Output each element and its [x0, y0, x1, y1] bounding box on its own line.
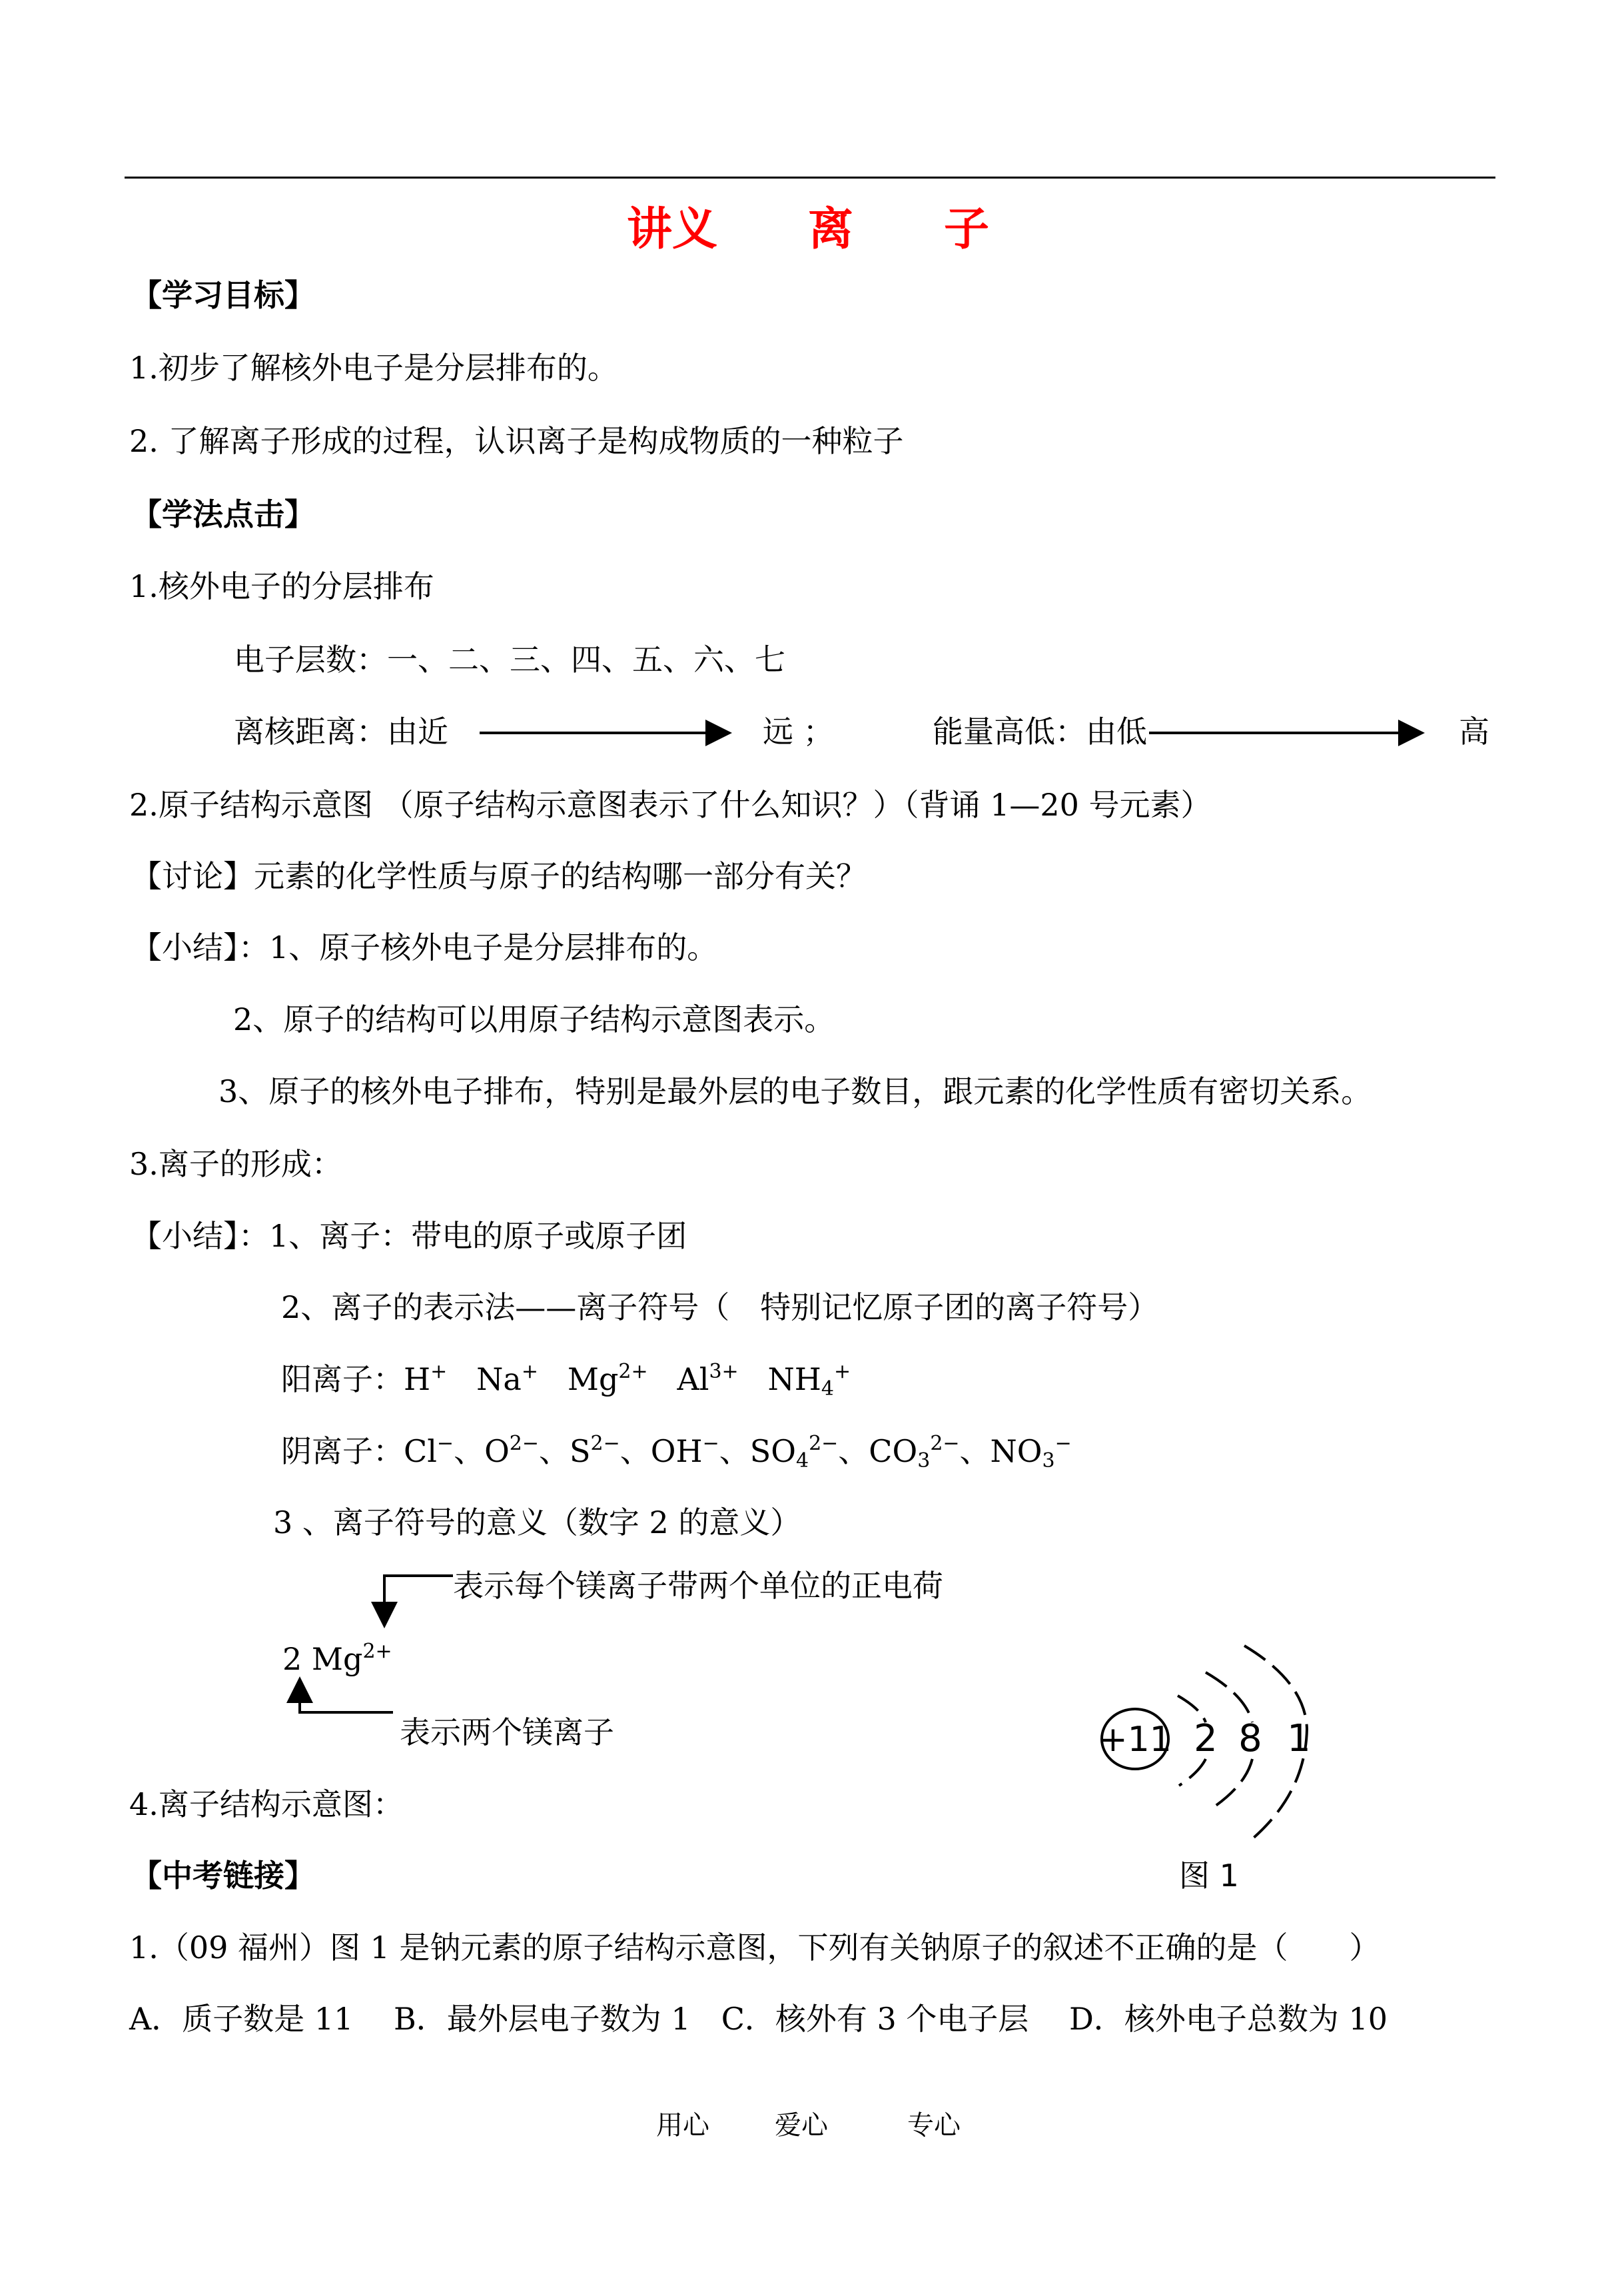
ion-meaning: 3 、离子符号的意义（数字 2 的意义）: [273, 1504, 801, 1540]
figure-caption: 图 1: [1179, 1858, 1239, 1894]
objective-2: 2. 了解离子形成的过程，认识离子是构成物质的一种粒子: [129, 423, 904, 459]
ion-mg: $Mg^{2+}$: [567, 1360, 648, 1397]
ion-o: $O^{2-}$: [484, 1432, 540, 1469]
sodium-atom-diagram: [1098, 1646, 1311, 1839]
ion-so4: $SO_4^{2-}$: [749, 1432, 839, 1472]
point-2: 2.原子结构示意图 （原子结构示意图表示了什么知识？）（背诵 1—20 号元素）: [129, 787, 1212, 823]
ion-al: $Al^{3+}$: [677, 1360, 739, 1397]
discussion: 【讨论】元素的化学性质与原子的结构哪一部分有关？: [131, 858, 867, 894]
question-1: 1.（09 福州）图 1 是钠元素的原子结构示意图，下列有关钠原子的叙述不正确的是（ ）: [129, 1930, 1380, 1966]
annotation-bottom-arrow: [300, 1679, 393, 1712]
question-1-options: A．质子数是 11 B．最外层电子数为 1 C．核外有 3 个电子层 D．核外电子总数为 10: [129, 2001, 1388, 2037]
page-title: 讲义 离 子: [626, 203, 989, 256]
electron-layers: 电子层数：一、二、三、四、五、六、七: [234, 642, 785, 678]
footer-item-2: 爱心: [775, 2110, 828, 2141]
ion-nh4: $NH_4^+$: [767, 1360, 851, 1401]
ion-cl: Cl−: [404, 1432, 454, 1469]
footer-item-1: 用心: [656, 2110, 709, 2141]
summary-2-item-1: 【小结】：1、离子：带电的原子或原子团: [131, 1218, 687, 1254]
anions-line: 阴离子：Cl−、$O^{2-}$、$S^{2-}$、OH−、$SO_4^{2-}$、$CO_3^{2-}$、$NO_3^-$: [281, 1432, 1072, 1472]
ion-na: Na+: [476, 1360, 538, 1397]
ion-s: $S^{2-}$: [570, 1432, 620, 1469]
point-3: 3.离子的形成：: [129, 1146, 342, 1182]
summary-1-item-1: 【小结】：1、原子核外电子是分层排布的。: [131, 929, 718, 965]
annotation-bottom: 表示两个镁离子: [400, 1714, 614, 1750]
energy-end: 高: [1459, 714, 1489, 750]
shell-2-count: 8: [1238, 1717, 1262, 1760]
summary-1-item-2: 2、原子的结构可以用原子结构示意图表示。: [233, 1001, 835, 1037]
point-4: 4.离子结构示意图：: [129, 1786, 404, 1822]
objective-1: 1.初步了解核外电子是分层排布的。: [129, 350, 618, 386]
footer-item-3: 专心: [907, 2110, 961, 2141]
energy-label: 能量高低：由低: [933, 714, 1147, 750]
point-1: 1.核外电子的分层排布: [129, 568, 434, 604]
distance-end: 远 ；: [763, 714, 834, 750]
mg-example: 2 $Mg^{2+}$: [282, 1640, 392, 1677]
cations-label: 阳离子：: [281, 1361, 404, 1397]
exam-heading: 【中考链接】: [131, 1858, 315, 1894]
ion-h: H+: [404, 1360, 448, 1397]
annotation-top: 表示每个镁离子带两个单位的正电荷: [453, 1568, 943, 1604]
summary-2-item-2: 2、离子的表示法——离子符号（ 特别记忆原子团的离子符号）: [281, 1289, 1159, 1325]
objectives-heading: 【学习目标】: [131, 277, 315, 313]
method-heading: 【学法点击】: [131, 496, 315, 532]
shell-1-count: 2: [1194, 1717, 1218, 1760]
nucleus-charge: +11: [1098, 1720, 1172, 1760]
summary-1-item-3: 3、原子的核外电子排布，特别是最外层的电子数目，跟元素的化学性质有密切关系。: [218, 1073, 1372, 1109]
ion-co3: $CO_3^{2-}$: [869, 1432, 960, 1472]
annotation-top-arrow: [384, 1576, 453, 1626]
ion-no3: $NO_3^-$: [990, 1432, 1072, 1472]
anions-label: 阴离子：: [281, 1433, 404, 1469]
distance-label: 离核距离：由近: [234, 714, 448, 750]
shell-3-count: 1: [1287, 1717, 1311, 1760]
ion-oh: OH−: [650, 1432, 719, 1469]
